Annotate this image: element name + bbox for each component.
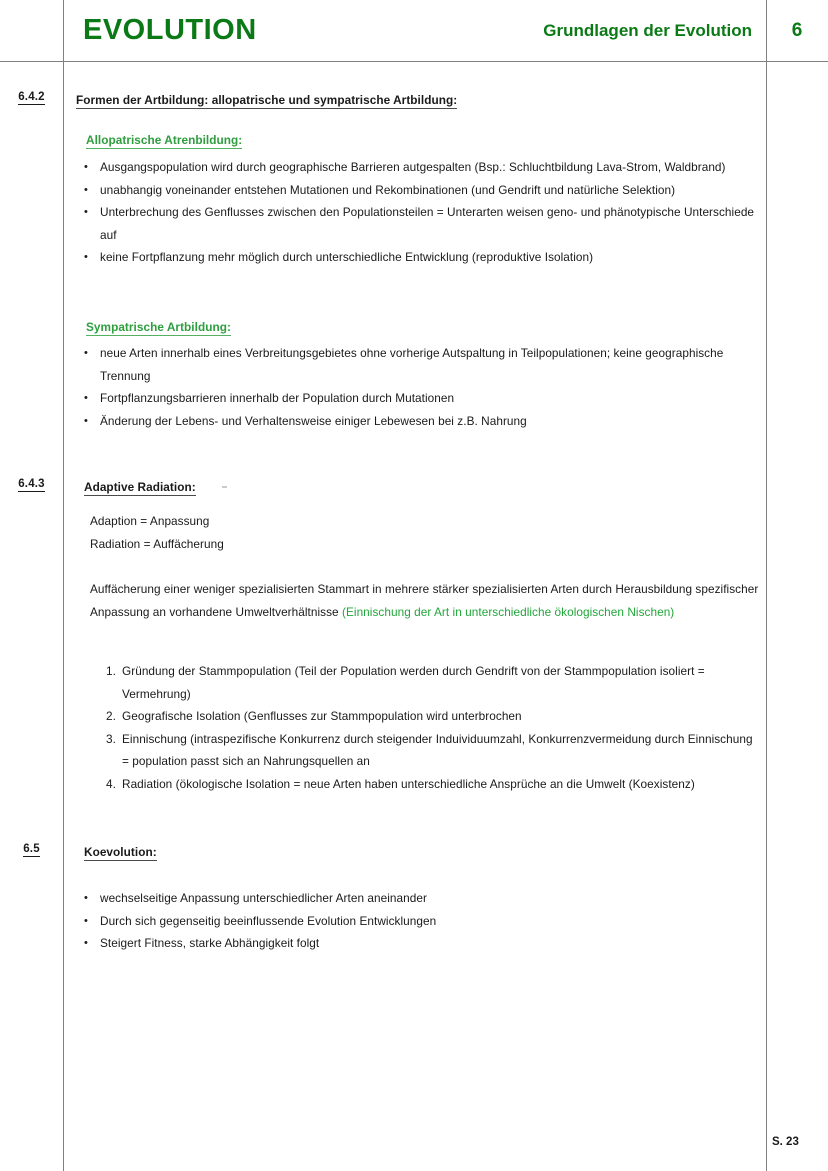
list-item [78, 387, 762, 410]
section-heading-6-4-2-wrap [76, 91, 766, 109]
bullet-list-koevolution [78, 887, 762, 955]
paragraph-green-text: (Einnischung der Art in unterschiedliche ökologischen Nischen) [342, 604, 675, 619]
list-item [78, 201, 762, 246]
section-number-6-4-3: 6.4.3 [18, 478, 45, 490]
list-item-text: Ausgangspopulation wird durch geographische Barrieren autgespalten (Bsp.: Schluchtbildung Lava-Strom, Waldbrand) [100, 160, 726, 174]
list-item-text: wechselseitige Anpassung unterschiedlicher Arten aneinander [100, 891, 427, 905]
list-item [78, 342, 762, 387]
bullet-dot-icon: • [84, 206, 88, 218]
section-heading-6-4-2: Formen der Artbildung: allopatrische und sympatrische Artbildung: [76, 93, 458, 107]
bullet-dot-icon: • [84, 392, 88, 404]
subsection-heading-allopatrisch: Allopatrische Atrenbildung: [86, 133, 243, 147]
section-number-6-5: 6.5 [23, 843, 40, 855]
section-heading-6-5-wrap [84, 843, 774, 861]
document-title: EVOLUTION [83, 14, 257, 46]
list-item-text: Radiation (ökologische Isolation = neue Arten haben unterschiedliche Ansprüche an die Umwelt (Koexistenz) [122, 776, 695, 791]
list-number-marker: 4. [106, 776, 116, 791]
list-number-marker: 2. [106, 709, 116, 723]
list-item-text: unabhangig voneinander entstehen Mutationen und Rekombinationen (und Gendrift und natürliche Selektion) [100, 182, 676, 197]
bullet-dot-icon: • [84, 347, 88, 359]
list-item [100, 660, 762, 705]
list-item-text: Durch sich gegenseitig beeinflussende Evolution Entwicklungen [100, 913, 437, 928]
list-item [78, 887, 762, 910]
stray-mark-icon [222, 486, 227, 488]
list-item [100, 773, 762, 796]
list-item [78, 179, 762, 202]
chapter-number: 6 [791, 19, 803, 41]
bullet-dot-icon: • [84, 914, 88, 927]
footer-page-number: S. 23 [772, 1136, 799, 1148]
list-item-text: Fortpflanzungsbarrieren innerhalb der Population durch Mutationen [100, 391, 455, 405]
list-item [100, 728, 762, 773]
subsection-heading-sympatrisch: Sympatrische Artbildung: [86, 320, 231, 334]
list-item-text: neue Arten innerhalb eines Verbreitungsgebietes ohne vorherige Autspaltung in Teilpopulationen; keine geographische Trennung [100, 346, 724, 383]
adaptive-radiation-paragraph [90, 578, 762, 623]
list-item-text: keine Fortpflanzung mehr möglich durch unterschiedliche Entwicklung (reproduktive Isolation) [100, 250, 594, 264]
section-heading-6-5: Koevolution: [84, 845, 157, 859]
definition-line: Adaption = Anpassung [90, 514, 210, 528]
list-item-text: Einnischung (intraspezifische Konkurrenz durch steigender Induividuumzahl, Konkurrenzvermeidung durch Einnischung = population passt sich an Nahrungsquellen an [122, 731, 753, 768]
section-heading-6-4-3: Adaptive Radiation: [84, 480, 196, 494]
list-item-text: Steigert Fitness, starke Abhängigkeit folgt [100, 936, 320, 950]
list-item [100, 705, 762, 728]
definition-block [90, 510, 780, 556]
bullet-dot-icon: • [84, 251, 88, 263]
list-number-marker: 1. [106, 664, 116, 678]
list-item [78, 910, 762, 933]
list-item [78, 246, 762, 269]
section-heading-6-4-3-wrap [84, 478, 774, 496]
document-subtitle: Grundlagen der Evolution [543, 21, 752, 40]
numbered-list-adaptive-radiation [100, 660, 762, 795]
bullet-dot-icon: • [84, 937, 88, 949]
list-number-marker: 3. [106, 731, 116, 746]
list-item [78, 410, 762, 433]
list-item-text: Geografische Isolation (Genflusses zur Stammpopulation wird unterbrochen [122, 709, 522, 723]
subsection-heading-allopatrisch-wrap [86, 131, 776, 149]
bullet-dot-icon: • [84, 892, 88, 904]
list-item [78, 932, 762, 955]
list-item [78, 156, 762, 179]
bullet-dot-icon: • [84, 183, 88, 196]
bullet-dot-icon: • [84, 161, 88, 173]
header-title-area [63, 16, 766, 45]
page-body [0, 62, 828, 1171]
bullet-dot-icon: • [84, 414, 88, 427]
definition-line: Radiation = Auffächerung [90, 537, 224, 551]
paragraph-black-text: Auffächerung einer weniger spezialisierten Stammart in mehrere stärker spezialisierten Arten durch Herausbildung spezifischer Anpassung an vorhandene Umweltverhältnisse [90, 582, 759, 619]
page-header [0, 0, 828, 61]
list-item-text: Unterbrechung des Genflusses zwischen den Populationsteilen = Unterarten weisen geno- und phänotypische Unterschiede auf [100, 205, 755, 242]
subsection-heading-sympatrisch-wrap [86, 318, 776, 336]
bullet-list-sympatrisch [78, 342, 762, 432]
section-number-6-4-2: 6.4.2 [18, 91, 45, 103]
bullet-list-allopatrisch [78, 156, 762, 269]
list-item-text: Gründung der Stammpopulation (Teil der Population werden durch Gendrift von der Stammpopulation isoliert = Vermehrung) [122, 664, 705, 701]
list-item-text: Änderung der Lebens- und Verhaltensweise einiger Lebewesen bei z.B. Nahrung [100, 413, 527, 428]
